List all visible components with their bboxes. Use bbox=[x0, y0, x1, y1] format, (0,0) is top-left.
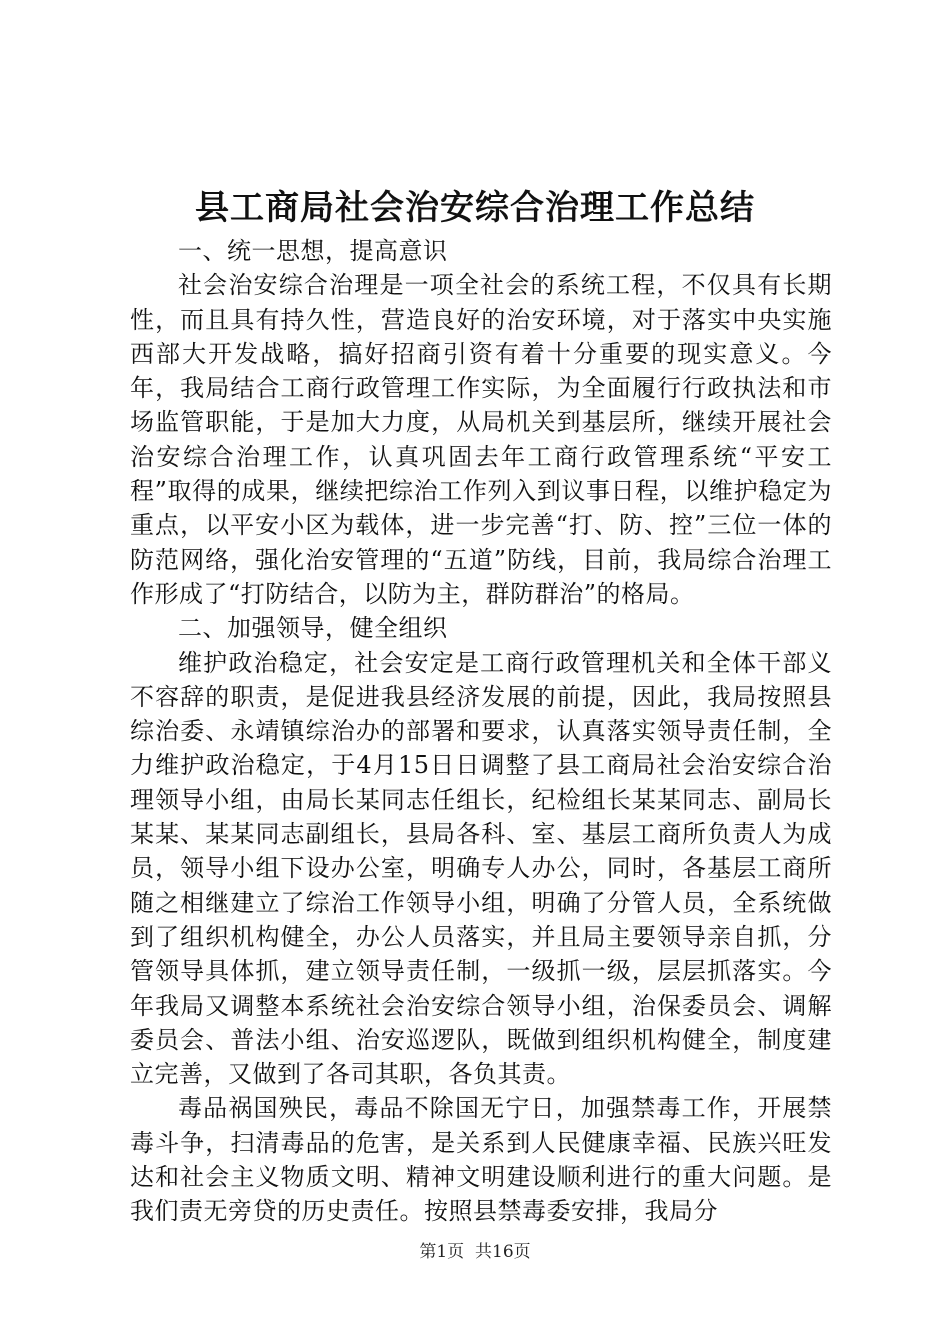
page-number: 第1页 bbox=[419, 1242, 465, 1262]
document-body bbox=[130, 234, 832, 1229]
paragraph-1: 社会治安综合治理是一项全社会的系统工程，不仅具有长期性，而且具有持久性，营造良好的治安环境，对于落实中央实施西部大开发战略，搞好招商引资有着十分重要的现实意义。今年，我局结合工商行政管理工作实际，为全面履行行政执法和市场监管职能，于是加大力度，从局机关到基层所，继续开展社会治安综合治理工作，认真巩固去年工商行政管理系统“平安工程”取得的成果，继续把综治工作列入到议事日程，以维护稳定为重点，以平安小区为载体，进一步完善“打、防、控”三位一体的防范网络，强化治安管理的“五道”防线，目前，我局综合治理工作形成了“打防结合，以防为主，群防群治”的格局。 bbox=[130, 271, 832, 608]
paragraph-2: 维护政治稳定，社会安定是工商行政管理机关和全体干部义不容辞的职责，是促进我县经济发展的前提，因此，我局按照县综治委、永靖镇综治办的部署和要求，认真落实领导责任制，全力维护政治稳定，于4月15日日调整了县工商局社会治安综合治理领导小组，由局长某同志任组长，纪检组长某某同志、副局长某某、某某同志副组长，县局各科、室、基层工商所负责人为成员，领导小组下设办公室，明确专人办公，同时，各基层工商所随之相继建立了综治工作领导小组，明确了分管人员，全系统做到了组织机构健全，办公人员落实，并且局主要领导亲自抓，分管领导具体抓，建立领导责任制，一级抓一级，层层抓落实。今年我局又调整本系统社会治安综合领导小组，治保委员会、调解委员会、普法小组、治安巡逻队，既做到组织机构健全，制度建立完善，又做到了各司其职，各负其责。 bbox=[130, 648, 832, 1089]
page-total: 共16页 bbox=[475, 1242, 531, 1262]
section-heading-2: 二、加强领导，健全组织 bbox=[178, 614, 448, 643]
page-footer bbox=[0, 1240, 950, 1264]
section-heading-1: 一、统一思想，提高意识 bbox=[178, 237, 448, 265]
paragraph-3: 毒品祸国殃民，毒品不除国无宁日，加强禁毒工作，开展禁毒斗争，扫清毒品的危害，是关系到人民健康幸福、民族兴旺发达和社会主义物质文明、精神文明建设顺利进行的重大问题。是我们责无旁贷的历史责任。按照县禁毒委安排，我局分 bbox=[130, 1094, 832, 1226]
document-title: 县工商局社会治安综合治理工作总结 bbox=[195, 188, 755, 228]
